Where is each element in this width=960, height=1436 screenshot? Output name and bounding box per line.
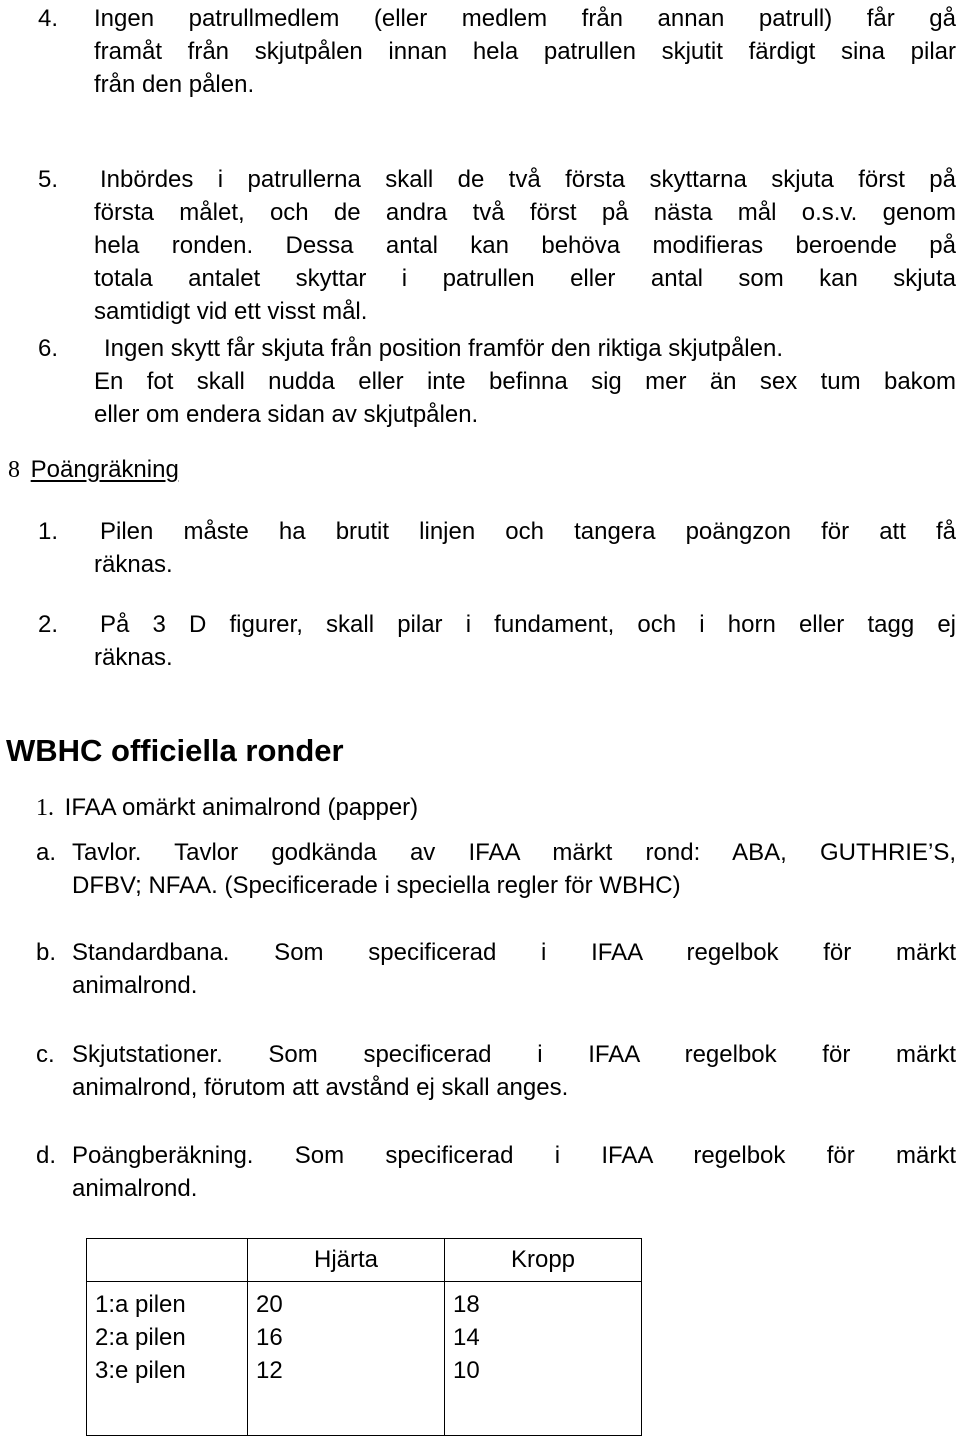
rule-line: En fot skall nudda eller inte befinna sig mer än sex tum bakom (94, 368, 956, 395)
round-item (36, 794, 418, 822)
rule-line: samtidigt vid ett visst mål. (94, 298, 368, 325)
body-score: 18 (453, 1291, 480, 1318)
rule-number: 5. (38, 166, 59, 193)
header-cell-empty (87, 1239, 248, 1282)
round-title: IFAA omärkt animalrond (papper) (64, 794, 419, 821)
rule-number: 6. (38, 335, 59, 362)
page-heading: WBHC officiella ronder (6, 733, 344, 768)
subitem-letter: a. (36, 839, 57, 866)
rule-line: räknas. (94, 551, 173, 578)
subitem-line: DFBV; NFAA. (Specificerade i speciella regler för WBHC) (72, 872, 681, 899)
arrow-column (87, 1282, 248, 1436)
rule-line: hela ronden. Dessa antal kan behöva modifieras beroende på (94, 232, 956, 259)
body-column (445, 1282, 642, 1436)
rule-line: första målet, och de andra två först på nästa mål o.s.v. genom (94, 199, 956, 226)
score-table-body (87, 1282, 642, 1436)
section-number: 8 (8, 457, 20, 483)
rule-line: Ingen patrullmedlem (eller medlem från annan patrull) får gå (94, 5, 956, 32)
subitem-letter: b. (36, 939, 57, 966)
arrow-label: 3:e pilen (95, 1357, 186, 1384)
subitem-line: Poängberäkning. Som specificerad i IFAA regelbok för märkt (72, 1142, 956, 1169)
subitem-letter: d. (36, 1142, 57, 1169)
header-cell-heart: Hjärta (248, 1239, 445, 1282)
heart-score: 16 (256, 1324, 283, 1351)
rule-line: Pilen måste ha brutit linjen och tangera poängzon för att få (100, 518, 956, 545)
arrow-label: 2:a pilen (95, 1324, 186, 1351)
subitem-line: Standardbana. Som specificerad i IFAA regelbok för märkt (72, 939, 956, 966)
subitem-letter: c. (36, 1041, 55, 1068)
subitem-line: animalrond. (72, 972, 198, 999)
body-score: 10 (453, 1357, 480, 1384)
rule-number: 1. (38, 518, 59, 545)
rule-line: räknas. (94, 644, 173, 671)
round-number: 1. (36, 795, 54, 821)
rule-line: På 3 D figurer, skall pilar i fundament, och i horn eller tagg ej (100, 611, 956, 638)
rule-number: 4. (38, 5, 59, 32)
body-score: 14 (453, 1324, 480, 1351)
heart-score: 20 (256, 1291, 283, 1318)
section-title: Poängräkning (30, 456, 179, 483)
rule-number: 2. (38, 611, 59, 638)
subitem-line: Skjutstationer. Som specificerad i IFAA regelbok för märkt (72, 1041, 956, 1068)
rule-line: Inbördes i patrullerna skall de två första skyttarna skjuta först på (100, 166, 956, 193)
rule-line: från den pålen. (94, 71, 255, 98)
section-heading-8 (8, 456, 179, 484)
heart-column (248, 1282, 445, 1436)
score-table-header (87, 1239, 642, 1282)
subitem-line: Tavlor. Tavlor godkända av IFAA märkt rond: ABA, GUTHRIE’S, (72, 839, 956, 866)
header-cell-body: Kropp (445, 1239, 642, 1282)
score-table (86, 1238, 642, 1436)
rule-line: Ingen skytt får skjuta från position framför den riktiga skjutpålen. (104, 335, 783, 362)
rule-line: eller om endera sidan av skjutpålen. (94, 401, 479, 428)
rule-line: framåt från skjutpålen innan hela patrullen skjutit färdigt sina pilar (94, 38, 956, 65)
subitem-line: animalrond, förutom att avstånd ej skall anges. (72, 1074, 569, 1101)
subitem-line: animalrond. (72, 1175, 198, 1202)
arrow-label: 1:a pilen (95, 1291, 186, 1318)
heart-score: 12 (256, 1357, 283, 1384)
rule-line: totala antalet skyttar i patrullen eller antal som kan skjuta (94, 265, 956, 292)
